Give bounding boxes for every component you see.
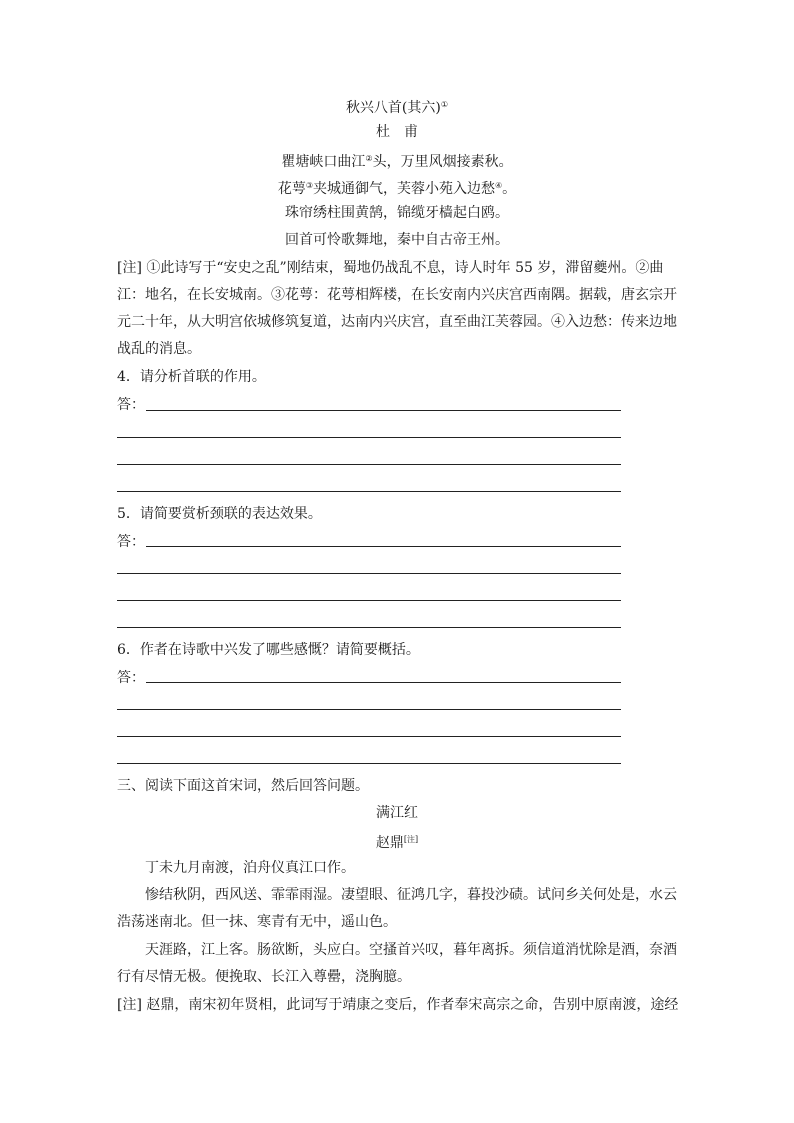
ci-stanza-2-line-2: 行有尽情无极。便挽取、长江入尊罍，浇胸臆。 bbox=[117, 969, 411, 985]
poem-notes-line-2: 江：地名，在长安城南。③花萼：花萼相辉楼，在长安南内兴庆宫西南隅。据载，唐玄宗开 bbox=[117, 287, 677, 303]
ci-author-name: 赵鼎 bbox=[375, 835, 404, 851]
question-4-answer-line-4[interactable] bbox=[117, 491, 621, 492]
ci-note: [注] 赵鼎，南宋初年贤相，此词写于靖康之变后，作者奉宋高宗之命，告别中原南渡，途经 bbox=[117, 997, 679, 1013]
question-5-answer-line-1[interactable] bbox=[146, 546, 621, 547]
question-5-answer-label: 答： bbox=[117, 534, 145, 550]
question-4-answer-line-2[interactable] bbox=[117, 437, 621, 438]
question-5-answer-line-2[interactable] bbox=[117, 573, 621, 574]
question-5-answer-line-3[interactable] bbox=[117, 600, 621, 601]
poem-line-1-part-b: 头，万里风烟接素秋。 bbox=[372, 154, 513, 170]
poem-notes-line-1: [注] ①此诗写于“安史之乱”刚结束，蜀地仍战乱不息，诗人时年 55 岁，滞留夔州。②曲 bbox=[117, 260, 664, 276]
ci-stanza-2-line-1: 天涯路，江上客。肠欲断，头应白。空搔首兴叹，暮年离拆。须信道消忧除是酒，奈酒 bbox=[145, 942, 677, 958]
poem-line-1-footnote-mark: ② bbox=[365, 154, 373, 163]
poem-title-text: 秋兴八首(其六) bbox=[345, 100, 441, 116]
poem-notes-line-4: 战乱的消息。 bbox=[117, 341, 201, 357]
ci-title: 满江红 bbox=[376, 805, 418, 821]
poem-notes-line-3: 元二十年，从大明宫依城修筑复道，达南内兴庆宫，直至曲江芙蓉园。④入边愁：传来边地 bbox=[117, 314, 677, 330]
poem-line-3: 珠帘绣柱围黄鹄，锦缆牙樯起白鸥。 bbox=[285, 205, 509, 221]
ci-author-note-mark: [注] bbox=[403, 835, 419, 844]
poem-title bbox=[0, 95, 794, 118]
poem-line-2-part-a: 花萼 bbox=[277, 181, 306, 197]
ci-author bbox=[0, 830, 794, 853]
ci-stanza-1-line-2: 浩荡迷南北。但一抹、寒青有无中，遥山色。 bbox=[117, 914, 397, 930]
question-6-answer-line-1[interactable] bbox=[146, 682, 621, 683]
poem-line-2 bbox=[0, 176, 794, 199]
question-4-answer-line-3[interactable] bbox=[117, 464, 621, 465]
question-6: 6．作者在诗歌中兴发了哪些感慨？请简要概括。 bbox=[117, 642, 420, 658]
question-4: 4．请分析首联的作用。 bbox=[117, 369, 266, 385]
poem-author: 杜 甫 bbox=[376, 124, 418, 140]
question-5-answer-line-4[interactable] bbox=[117, 627, 621, 628]
question-4-answer-label: 答： bbox=[117, 397, 145, 413]
poem-line-2-footnote-mark-b: ④ bbox=[495, 181, 503, 190]
question-6-answer-line-3[interactable] bbox=[117, 736, 621, 737]
ci-preface: 丁未九月南渡，泊舟仪真江口作。 bbox=[145, 860, 355, 876]
poem-line-4: 回首可怜歌舞地，秦中自古帝王州。 bbox=[285, 232, 509, 248]
question-6-answer-line-4[interactable] bbox=[117, 763, 621, 764]
poem-line-1-part-a: 瞿塘峡口曲江 bbox=[281, 154, 366, 170]
question-6-answer-label: 答： bbox=[117, 670, 145, 686]
section-3-heading: 三、阅读下面这首宋词，然后回答问题。 bbox=[117, 778, 369, 794]
question-6-answer-line-2[interactable] bbox=[117, 709, 621, 710]
ci-stanza-1-line-1: 惨结秋阴，西风送、霏霏雨湿。凄望眼、征鸿几字，暮投沙碛。试问乡关何处是，水云 bbox=[145, 887, 677, 903]
poem-line-2-part-b: 夹城通御气，芙蓉小苑入边愁 bbox=[313, 181, 495, 197]
question-4-answer-line-1[interactable] bbox=[146, 410, 621, 411]
poem-title-footnote-mark: ① bbox=[440, 100, 449, 109]
poem-line-2-part-c: 。 bbox=[502, 181, 517, 197]
question-5: 5．请简要赏析颈联的表达效果。 bbox=[117, 506, 322, 522]
poem-line-1 bbox=[0, 149, 794, 172]
poem-line-2-footnote-mark-a: ③ bbox=[305, 181, 313, 190]
